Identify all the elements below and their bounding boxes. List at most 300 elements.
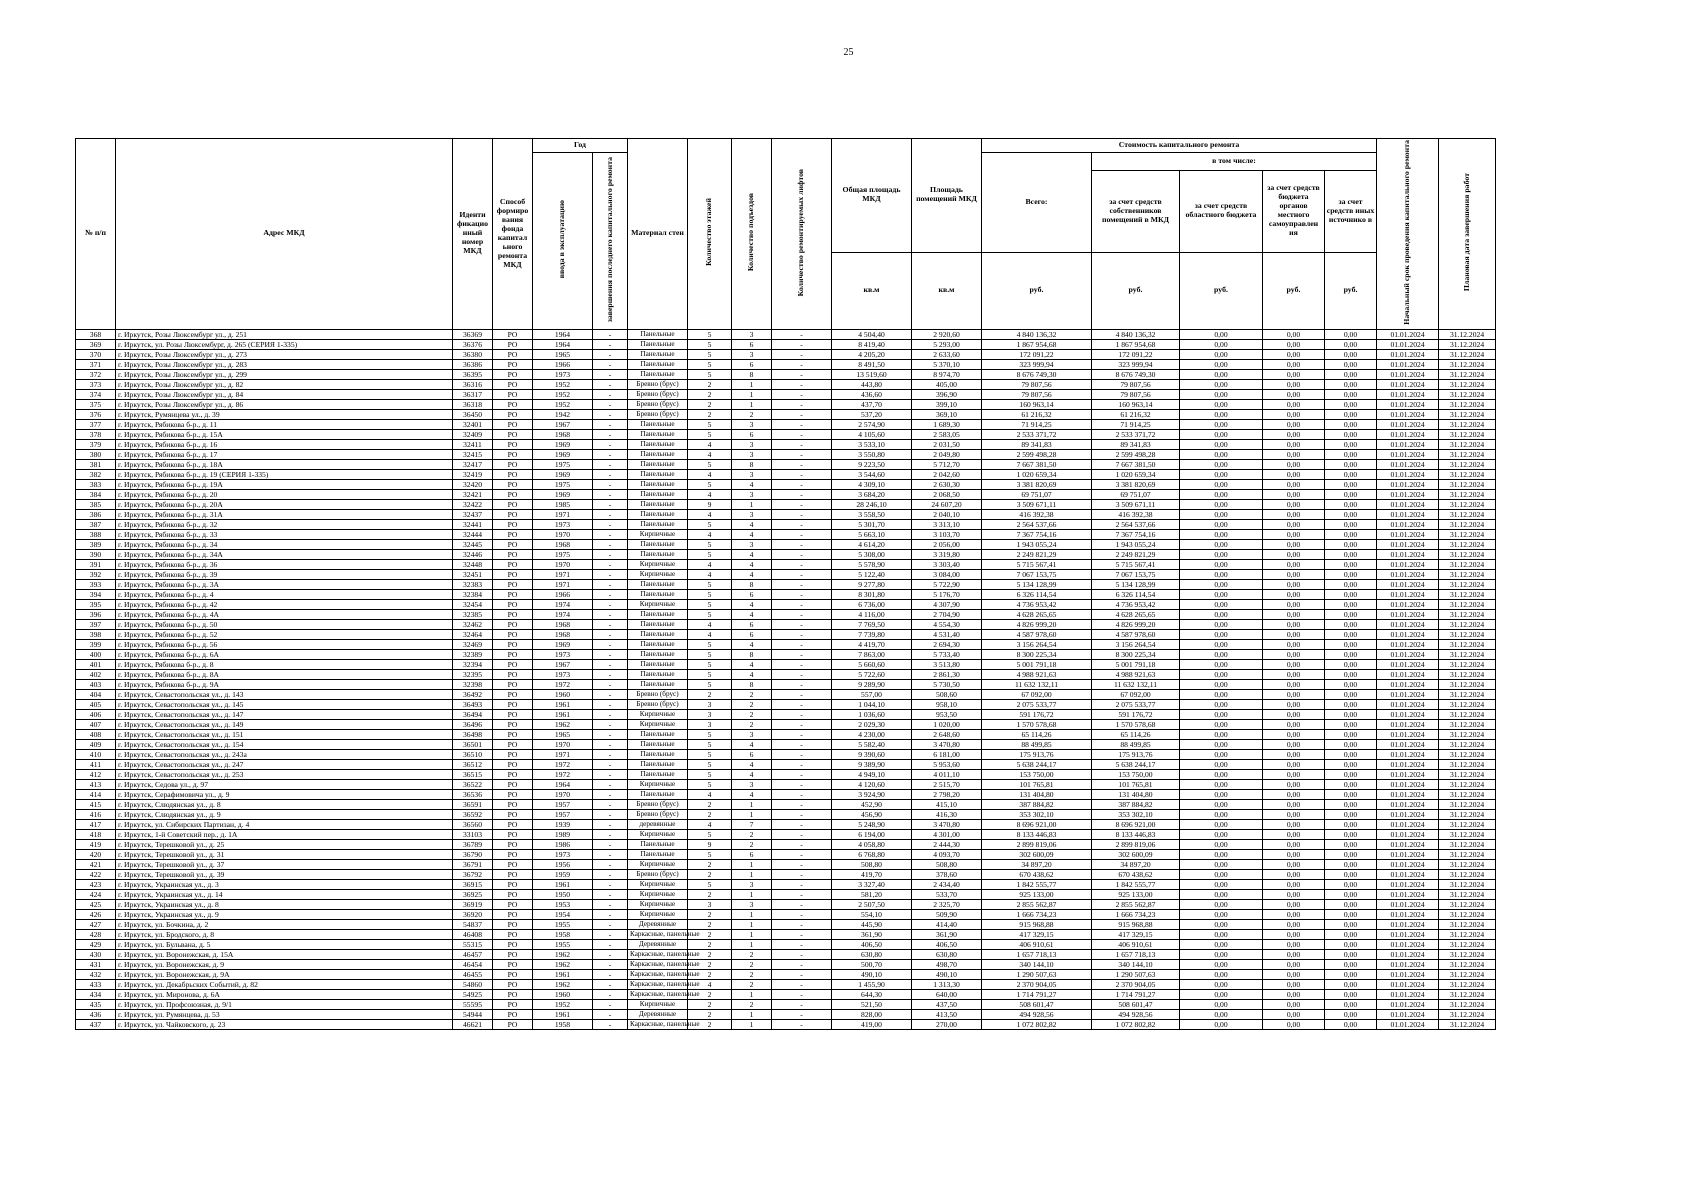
- table-row: [76, 989, 1496, 999]
- cell-num: 418: [76, 829, 116, 839]
- cell-entrances: 1: [732, 929, 772, 939]
- cell-end-date: 31.12.2024: [1439, 779, 1496, 789]
- table-row: [76, 899, 1496, 909]
- cell-floors: 5: [688, 669, 732, 679]
- cell-entrances: 2: [732, 839, 772, 849]
- cell-start-date: 01.01.2024: [1377, 899, 1439, 909]
- cell-end-date: 31.12.2024: [1439, 599, 1496, 609]
- cell-entrances: 2: [732, 829, 772, 839]
- cell-method: РО: [493, 979, 533, 989]
- cell-id: 36920: [453, 909, 493, 919]
- cell-id: 36450: [453, 409, 493, 419]
- table-row: [76, 939, 1496, 949]
- cell-lifts: -: [772, 829, 832, 839]
- cell-floors: 5: [688, 649, 732, 659]
- cell-material: Панельные: [628, 649, 688, 659]
- cell-cost-local: 0,00: [1263, 829, 1325, 839]
- cell-floors: 5: [688, 729, 732, 739]
- cell-lifts: -: [772, 729, 832, 739]
- cell-entrances: 2: [732, 719, 772, 729]
- cell-end-date: 31.12.2024: [1439, 409, 1496, 419]
- cell-cost-local: 0,00: [1263, 429, 1325, 439]
- cell-year-last: -: [593, 1009, 628, 1019]
- cell-year-start: 1955: [533, 919, 593, 929]
- table-row: [76, 579, 1496, 589]
- cell-year-start: 1975: [533, 479, 593, 489]
- cell-cost-other: 0,00: [1325, 669, 1377, 679]
- cell-id: 36536: [453, 789, 493, 799]
- cell-floors: 9: [688, 839, 732, 849]
- cell-floors: 2: [688, 919, 732, 929]
- cell-id: 36789: [453, 839, 493, 849]
- cell-cost-regional: 0,00: [1180, 829, 1263, 839]
- cell-cost-other: 0,00: [1325, 459, 1377, 469]
- cell-start-date: 01.01.2024: [1377, 889, 1439, 899]
- cell-cost-local: 0,00: [1263, 1019, 1325, 1029]
- cell-lifts: -: [772, 569, 832, 579]
- cell-material: Кирпичные: [628, 999, 688, 1009]
- cell-premises-area: 498,70: [912, 959, 982, 969]
- cell-year-last: -: [593, 389, 628, 399]
- cell-start-date: 01.01.2024: [1377, 979, 1439, 989]
- cell-floors: 5: [688, 329, 732, 339]
- cell-entrances: 3: [732, 449, 772, 459]
- cell-year-last: -: [593, 1019, 628, 1029]
- cell-lifts: -: [772, 739, 832, 749]
- cell-cost-owners: 2 370 904,05: [1092, 979, 1180, 989]
- cell-lifts: -: [772, 759, 832, 769]
- cell-floors: 5: [688, 579, 732, 589]
- cell-entrances: 1: [732, 889, 772, 899]
- cell-id: 36512: [453, 759, 493, 769]
- cell-method: РО: [493, 769, 533, 779]
- cell-cost-owners: 1 867 954,68: [1092, 339, 1180, 349]
- col-year-last-header: завершения последнего капитального ремонта: [593, 153, 628, 330]
- cell-premises-area: 369,10: [912, 409, 982, 419]
- cell-method: РО: [493, 689, 533, 699]
- cell-total-area: 7 863,00: [832, 649, 912, 659]
- cell-premises-area: 3 084,00: [912, 569, 982, 579]
- table-row: [76, 719, 1496, 729]
- cell-cost-other: 0,00: [1325, 769, 1377, 779]
- table-row: [76, 519, 1496, 529]
- cell-total-area: 3 558,50: [832, 509, 912, 519]
- cell-year-start: 1958: [533, 1019, 593, 1029]
- cell-address: г. Иркутск, ул. Бульвана, д. 5: [116, 939, 453, 949]
- cell-cost-regional: 0,00: [1180, 919, 1263, 929]
- cell-start-date: 01.01.2024: [1377, 959, 1439, 969]
- col-num-header: № п/п: [76, 139, 116, 330]
- cell-cost-local: 0,00: [1263, 809, 1325, 819]
- cell-method: РО: [493, 969, 533, 979]
- table-row: [76, 949, 1496, 959]
- cell-start-date: 01.01.2024: [1377, 339, 1439, 349]
- cell-premises-area: 958,10: [912, 699, 982, 709]
- cell-start-date: 01.01.2024: [1377, 869, 1439, 879]
- cell-cost-regional: 0,00: [1180, 819, 1263, 829]
- cell-cost-regional: 0,00: [1180, 549, 1263, 559]
- cell-num: 417: [76, 819, 116, 829]
- cell-cost-total: 4 988 921,63: [982, 669, 1092, 679]
- cell-year-last: -: [593, 639, 628, 649]
- cell-entrances: 6: [732, 749, 772, 759]
- cell-floors: 2: [688, 909, 732, 919]
- cell-address: г. Иркутск, Рябикова б-р., д. 16: [116, 439, 453, 449]
- cell-num: 412: [76, 769, 116, 779]
- cell-cost-regional: 0,00: [1180, 769, 1263, 779]
- cell-num: 423: [76, 879, 116, 889]
- cell-year-start: 1961: [533, 879, 593, 889]
- cell-address: г. Иркутск, Розы Люксембург ул., д. 86: [116, 399, 453, 409]
- cell-end-date: 31.12.2024: [1439, 419, 1496, 429]
- cell-entrances: 6: [732, 849, 772, 859]
- cell-cost-total: 88 499,85: [982, 739, 1092, 749]
- cell-lifts: -: [772, 609, 832, 619]
- cell-cost-regional: 0,00: [1180, 999, 1263, 1009]
- cell-floors: 5: [688, 759, 732, 769]
- col-method-header: Способ формиро вания фонда капитал ьного ремонта МКД: [493, 139, 533, 330]
- cell-end-date: 31.12.2024: [1439, 839, 1496, 849]
- cell-total-area: 3 327,40: [832, 879, 912, 889]
- cell-total-area: 5 578,90: [832, 559, 912, 569]
- cell-address: г. Иркутск, Украинская ул., д. 14: [116, 889, 453, 899]
- cell-lifts: -: [772, 409, 832, 419]
- cell-floors: 2: [688, 799, 732, 809]
- cell-cost-regional: 0,00: [1180, 929, 1263, 939]
- cell-num: 422: [76, 869, 116, 879]
- cell-cost-total: 1 072 802,82: [982, 1019, 1092, 1029]
- cell-cost-total: 323 999,94: [982, 359, 1092, 369]
- cell-num: 435: [76, 999, 116, 1009]
- cell-cost-total: 1 020 659,34: [982, 469, 1092, 479]
- cell-id: 46454: [453, 959, 493, 969]
- cell-cost-regional: 0,00: [1180, 859, 1263, 869]
- cell-total-area: 2 029,30: [832, 719, 912, 729]
- cell-id: 32409: [453, 429, 493, 439]
- cell-lifts: -: [772, 539, 832, 549]
- cell-cost-regional: 0,00: [1180, 389, 1263, 399]
- col-address-header: Адрес МКД: [116, 139, 453, 330]
- cell-cost-owners: 353 302,10: [1092, 809, 1180, 819]
- cell-year-last: -: [593, 619, 628, 629]
- cell-year-start: 1954: [533, 909, 593, 919]
- cell-cost-total: 7 367 754,16: [982, 529, 1092, 539]
- cell-year-last: -: [593, 629, 628, 639]
- cell-premises-area: 640,00: [912, 989, 982, 999]
- cell-floors: 5: [688, 369, 732, 379]
- cell-num: 369: [76, 339, 116, 349]
- cell-year-start: 1970: [533, 789, 593, 799]
- cell-cost-total: 1 657 718,13: [982, 949, 1092, 959]
- cell-year-start: 1950: [533, 889, 593, 899]
- cell-end-date: 31.12.2024: [1439, 959, 1496, 969]
- col-lifts-header: Количество ремонтируемых лифтов: [772, 139, 832, 330]
- cell-lifts: -: [772, 819, 832, 829]
- table-row: [76, 489, 1496, 499]
- table-row: [76, 909, 1496, 919]
- cell-cost-total: 2 855 562,87: [982, 899, 1092, 909]
- cell-premises-area: 5 370,10: [912, 359, 982, 369]
- cell-cost-regional: 0,00: [1180, 909, 1263, 919]
- cell-cost-local: 0,00: [1263, 339, 1325, 349]
- cell-end-date: 31.12.2024: [1439, 429, 1496, 439]
- table-row: [76, 549, 1496, 559]
- cell-num: 433: [76, 979, 116, 989]
- cell-start-date: 01.01.2024: [1377, 539, 1439, 549]
- cell-cost-total: 61 216,32: [982, 409, 1092, 419]
- cell-floors: 2: [688, 859, 732, 869]
- cell-year-last: -: [593, 759, 628, 769]
- cell-premises-area: 2 040,10: [912, 509, 982, 519]
- cell-num: 431: [76, 959, 116, 969]
- cell-entrances: 1: [732, 809, 772, 819]
- cell-floors: 5: [688, 519, 732, 529]
- cell-premises-area: 416,30: [912, 809, 982, 819]
- table-row: [76, 479, 1496, 489]
- cell-total-area: 9 223,50: [832, 459, 912, 469]
- cell-cost-local: 0,00: [1263, 869, 1325, 879]
- cell-method: РО: [493, 409, 533, 419]
- unit-premises-area: кв.м: [912, 252, 982, 329]
- cell-material: Панельные: [628, 339, 688, 349]
- table-row: [76, 999, 1496, 1009]
- cell-floors: 5: [688, 589, 732, 599]
- table-row: [76, 339, 1496, 349]
- cell-start-date: 01.01.2024: [1377, 569, 1439, 579]
- cell-cost-regional: 0,00: [1180, 709, 1263, 719]
- cell-floors: 5: [688, 849, 732, 859]
- cell-end-date: 31.12.2024: [1439, 539, 1496, 549]
- cell-year-start: 1971: [533, 579, 593, 589]
- cell-cost-regional: 0,00: [1180, 339, 1263, 349]
- cell-lifts: -: [772, 519, 832, 529]
- cell-id: 54925: [453, 989, 493, 999]
- cell-num: 389: [76, 539, 116, 549]
- cell-cost-regional: 0,00: [1180, 639, 1263, 649]
- cell-start-date: 01.01.2024: [1377, 699, 1439, 709]
- cell-material: Кирпичные: [628, 529, 688, 539]
- col-total-area-header: Общая площадь МКД: [832, 139, 912, 253]
- cell-year-last: -: [593, 819, 628, 829]
- cell-method: РО: [493, 869, 533, 879]
- cell-entrances: 4: [732, 549, 772, 559]
- cell-cost-local: 0,00: [1263, 889, 1325, 899]
- cell-method: РО: [493, 549, 533, 559]
- table-row: [76, 709, 1496, 719]
- cell-floors: 4: [688, 469, 732, 479]
- cell-entrances: 3: [732, 509, 772, 519]
- cell-premises-area: 2 444,30: [912, 839, 982, 849]
- cell-material: Панельные: [628, 439, 688, 449]
- cell-cost-other: 0,00: [1325, 439, 1377, 449]
- cell-id: 36380: [453, 349, 493, 359]
- cell-start-date: 01.01.2024: [1377, 599, 1439, 609]
- cell-premises-area: 2 704,90: [912, 609, 982, 619]
- cell-premises-area: 3 313,10: [912, 519, 982, 529]
- cell-start-date: 01.01.2024: [1377, 649, 1439, 659]
- cell-cost-regional: 0,00: [1180, 559, 1263, 569]
- cell-year-start: 1960: [533, 689, 593, 699]
- cell-floors: 5: [688, 739, 732, 749]
- cell-address: г. Иркутск, Розы Люксембург ул., д. 82: [116, 379, 453, 389]
- cell-year-last: -: [593, 959, 628, 969]
- cell-method: РО: [493, 429, 533, 439]
- table-row: [76, 769, 1496, 779]
- cell-lifts: -: [772, 939, 832, 949]
- cell-address: г. Иркутск, Рябикова б-р., д. 39: [116, 569, 453, 579]
- cell-method: РО: [493, 749, 533, 759]
- cell-lifts: -: [772, 849, 832, 859]
- cell-lifts: -: [772, 919, 832, 929]
- cell-start-date: 01.01.2024: [1377, 479, 1439, 489]
- col-start-date-header: Начальный срок проведения капитального ремонта: [1377, 139, 1439, 330]
- cell-address: г. Иркутск, 1-й Советский пер., д. 1А: [116, 829, 453, 839]
- cell-cost-regional: 0,00: [1180, 1019, 1263, 1029]
- cell-lifts: -: [772, 889, 832, 899]
- cell-cost-owners: 4 736 953,42: [1092, 599, 1180, 609]
- cell-year-last: -: [593, 479, 628, 489]
- cell-cost-owners: 4 587 978,60: [1092, 629, 1180, 639]
- cell-end-date: 31.12.2024: [1439, 549, 1496, 559]
- cell-end-date: 31.12.2024: [1439, 639, 1496, 649]
- cell-cost-local: 0,00: [1263, 879, 1325, 889]
- cell-entrances: 2: [732, 959, 772, 969]
- cell-cost-other: 0,00: [1325, 359, 1377, 369]
- cell-id: 36560: [453, 819, 493, 829]
- cell-premises-area: 415,10: [912, 799, 982, 809]
- cell-id: 36496: [453, 719, 493, 729]
- cell-address: г. Иркутск, Рябикова б-р., д. 32: [116, 519, 453, 529]
- cell-total-area: 406,50: [832, 939, 912, 949]
- unit-local: руб.: [1263, 252, 1325, 329]
- col-other-header: за счет средств иных источнико в: [1325, 170, 1377, 252]
- cell-id: 36492: [453, 689, 493, 699]
- cell-num: 374: [76, 389, 116, 399]
- cell-cost-total: 387 884,82: [982, 799, 1092, 809]
- cell-premises-area: 6 181,00: [912, 749, 982, 759]
- cell-cost-local: 0,00: [1263, 589, 1325, 599]
- cell-material: Кирпичные: [628, 829, 688, 839]
- table-row: [76, 349, 1496, 359]
- cell-entrances: 1: [732, 1019, 772, 1029]
- cell-material: деревянные: [628, 819, 688, 829]
- table-row: [76, 669, 1496, 679]
- cell-method: РО: [493, 519, 533, 529]
- cell-method: РО: [493, 629, 533, 639]
- cell-material: Панельные: [628, 419, 688, 429]
- cell-cost-other: 0,00: [1325, 389, 1377, 399]
- cell-start-date: 01.01.2024: [1377, 519, 1439, 529]
- cell-address: г. Иркутск, Рябикова б-р., д. 4А: [116, 609, 453, 619]
- cell-year-start: 1962: [533, 949, 593, 959]
- cell-address: г. Иркутск, Рябикова б-р., д. 9А: [116, 679, 453, 689]
- cell-cost-other: 0,00: [1325, 499, 1377, 509]
- cell-id: 36592: [453, 809, 493, 819]
- cell-lifts: -: [772, 419, 832, 429]
- cell-cost-other: 0,00: [1325, 839, 1377, 849]
- cell-cost-other: 0,00: [1325, 419, 1377, 429]
- cell-floors: 4: [688, 449, 732, 459]
- table-row: [76, 819, 1496, 829]
- table-row: [76, 389, 1496, 399]
- cell-cost-regional: 0,00: [1180, 749, 1263, 759]
- cell-address: г. Иркутск, Севастопольская ул., д. 147: [116, 709, 453, 719]
- cell-cost-regional: 0,00: [1180, 789, 1263, 799]
- cell-year-last: -: [593, 859, 628, 869]
- cell-total-area: 9 389,90: [832, 759, 912, 769]
- cell-cost-local: 0,00: [1263, 699, 1325, 709]
- cell-method: РО: [493, 879, 533, 889]
- cell-cost-local: 0,00: [1263, 929, 1325, 939]
- cell-cost-owners: 417 329,15: [1092, 929, 1180, 939]
- cell-cost-local: 0,00: [1263, 539, 1325, 549]
- cell-premises-area: 2 861,30: [912, 669, 982, 679]
- col-material-header: Материал стен: [628, 139, 688, 330]
- cell-address: г. Иркутск, ул. Воронежская, д. 9А: [116, 969, 453, 979]
- cell-num: 371: [76, 359, 116, 369]
- cell-cost-total: 1 570 578,68: [982, 719, 1092, 729]
- cell-total-area: 557,00: [832, 689, 912, 699]
- cell-cost-regional: 0,00: [1180, 359, 1263, 369]
- cell-year-start: 1966: [533, 359, 593, 369]
- cell-num: 368: [76, 329, 116, 339]
- cell-cost-local: 0,00: [1263, 549, 1325, 559]
- cell-address: г. Иркутск, Слюдянская ул., д. 8: [116, 799, 453, 809]
- cell-cost-regional: 0,00: [1180, 599, 1263, 609]
- cell-floors: 5: [688, 679, 732, 689]
- cell-entrances: 3: [732, 439, 772, 449]
- cell-id: 55595: [453, 999, 493, 1009]
- cell-start-date: 01.01.2024: [1377, 669, 1439, 679]
- cell-year-start: 1956: [533, 859, 593, 869]
- cell-num: 384: [76, 489, 116, 499]
- cell-method: РО: [493, 899, 533, 909]
- cell-cost-total: 2 533 371,72: [982, 429, 1092, 439]
- table-row: [76, 379, 1496, 389]
- cell-id: 32464: [453, 629, 493, 639]
- cell-end-date: 31.12.2024: [1439, 819, 1496, 829]
- cell-year-start: 1973: [533, 519, 593, 529]
- cell-address: г. Иркутск, Рябикова б-р., д. 33: [116, 529, 453, 539]
- cell-id: 32385: [453, 609, 493, 619]
- cell-start-date: 01.01.2024: [1377, 459, 1439, 469]
- cell-cost-owners: 1 666 734,23: [1092, 909, 1180, 919]
- table-row: [76, 699, 1496, 709]
- cell-year-start: 1970: [533, 739, 593, 749]
- table-row: [76, 509, 1496, 519]
- cell-cost-other: 0,00: [1325, 379, 1377, 389]
- cell-method: РО: [493, 849, 533, 859]
- cell-cost-local: 0,00: [1263, 849, 1325, 859]
- cell-material: Панельные: [628, 429, 688, 439]
- cell-cost-owners: 670 438,62: [1092, 869, 1180, 879]
- cell-year-last: -: [593, 659, 628, 669]
- cell-premises-area: 5 953,60: [912, 759, 982, 769]
- cell-cost-regional: 0,00: [1180, 569, 1263, 579]
- cell-cost-regional: 0,00: [1180, 939, 1263, 949]
- cell-year-start: 1967: [533, 659, 593, 669]
- cell-num: 376: [76, 409, 116, 419]
- cell-cost-local: 0,00: [1263, 909, 1325, 919]
- cell-entrances: 2: [732, 699, 772, 709]
- cell-year-last: -: [593, 919, 628, 929]
- cell-lifts: -: [772, 779, 832, 789]
- cell-year-start: 1960: [533, 989, 593, 999]
- cell-end-date: 31.12.2024: [1439, 789, 1496, 799]
- cell-cost-local: 0,00: [1263, 389, 1325, 399]
- cell-cost-owners: 2 533 371,72: [1092, 429, 1180, 439]
- cell-cost-other: 0,00: [1325, 689, 1377, 699]
